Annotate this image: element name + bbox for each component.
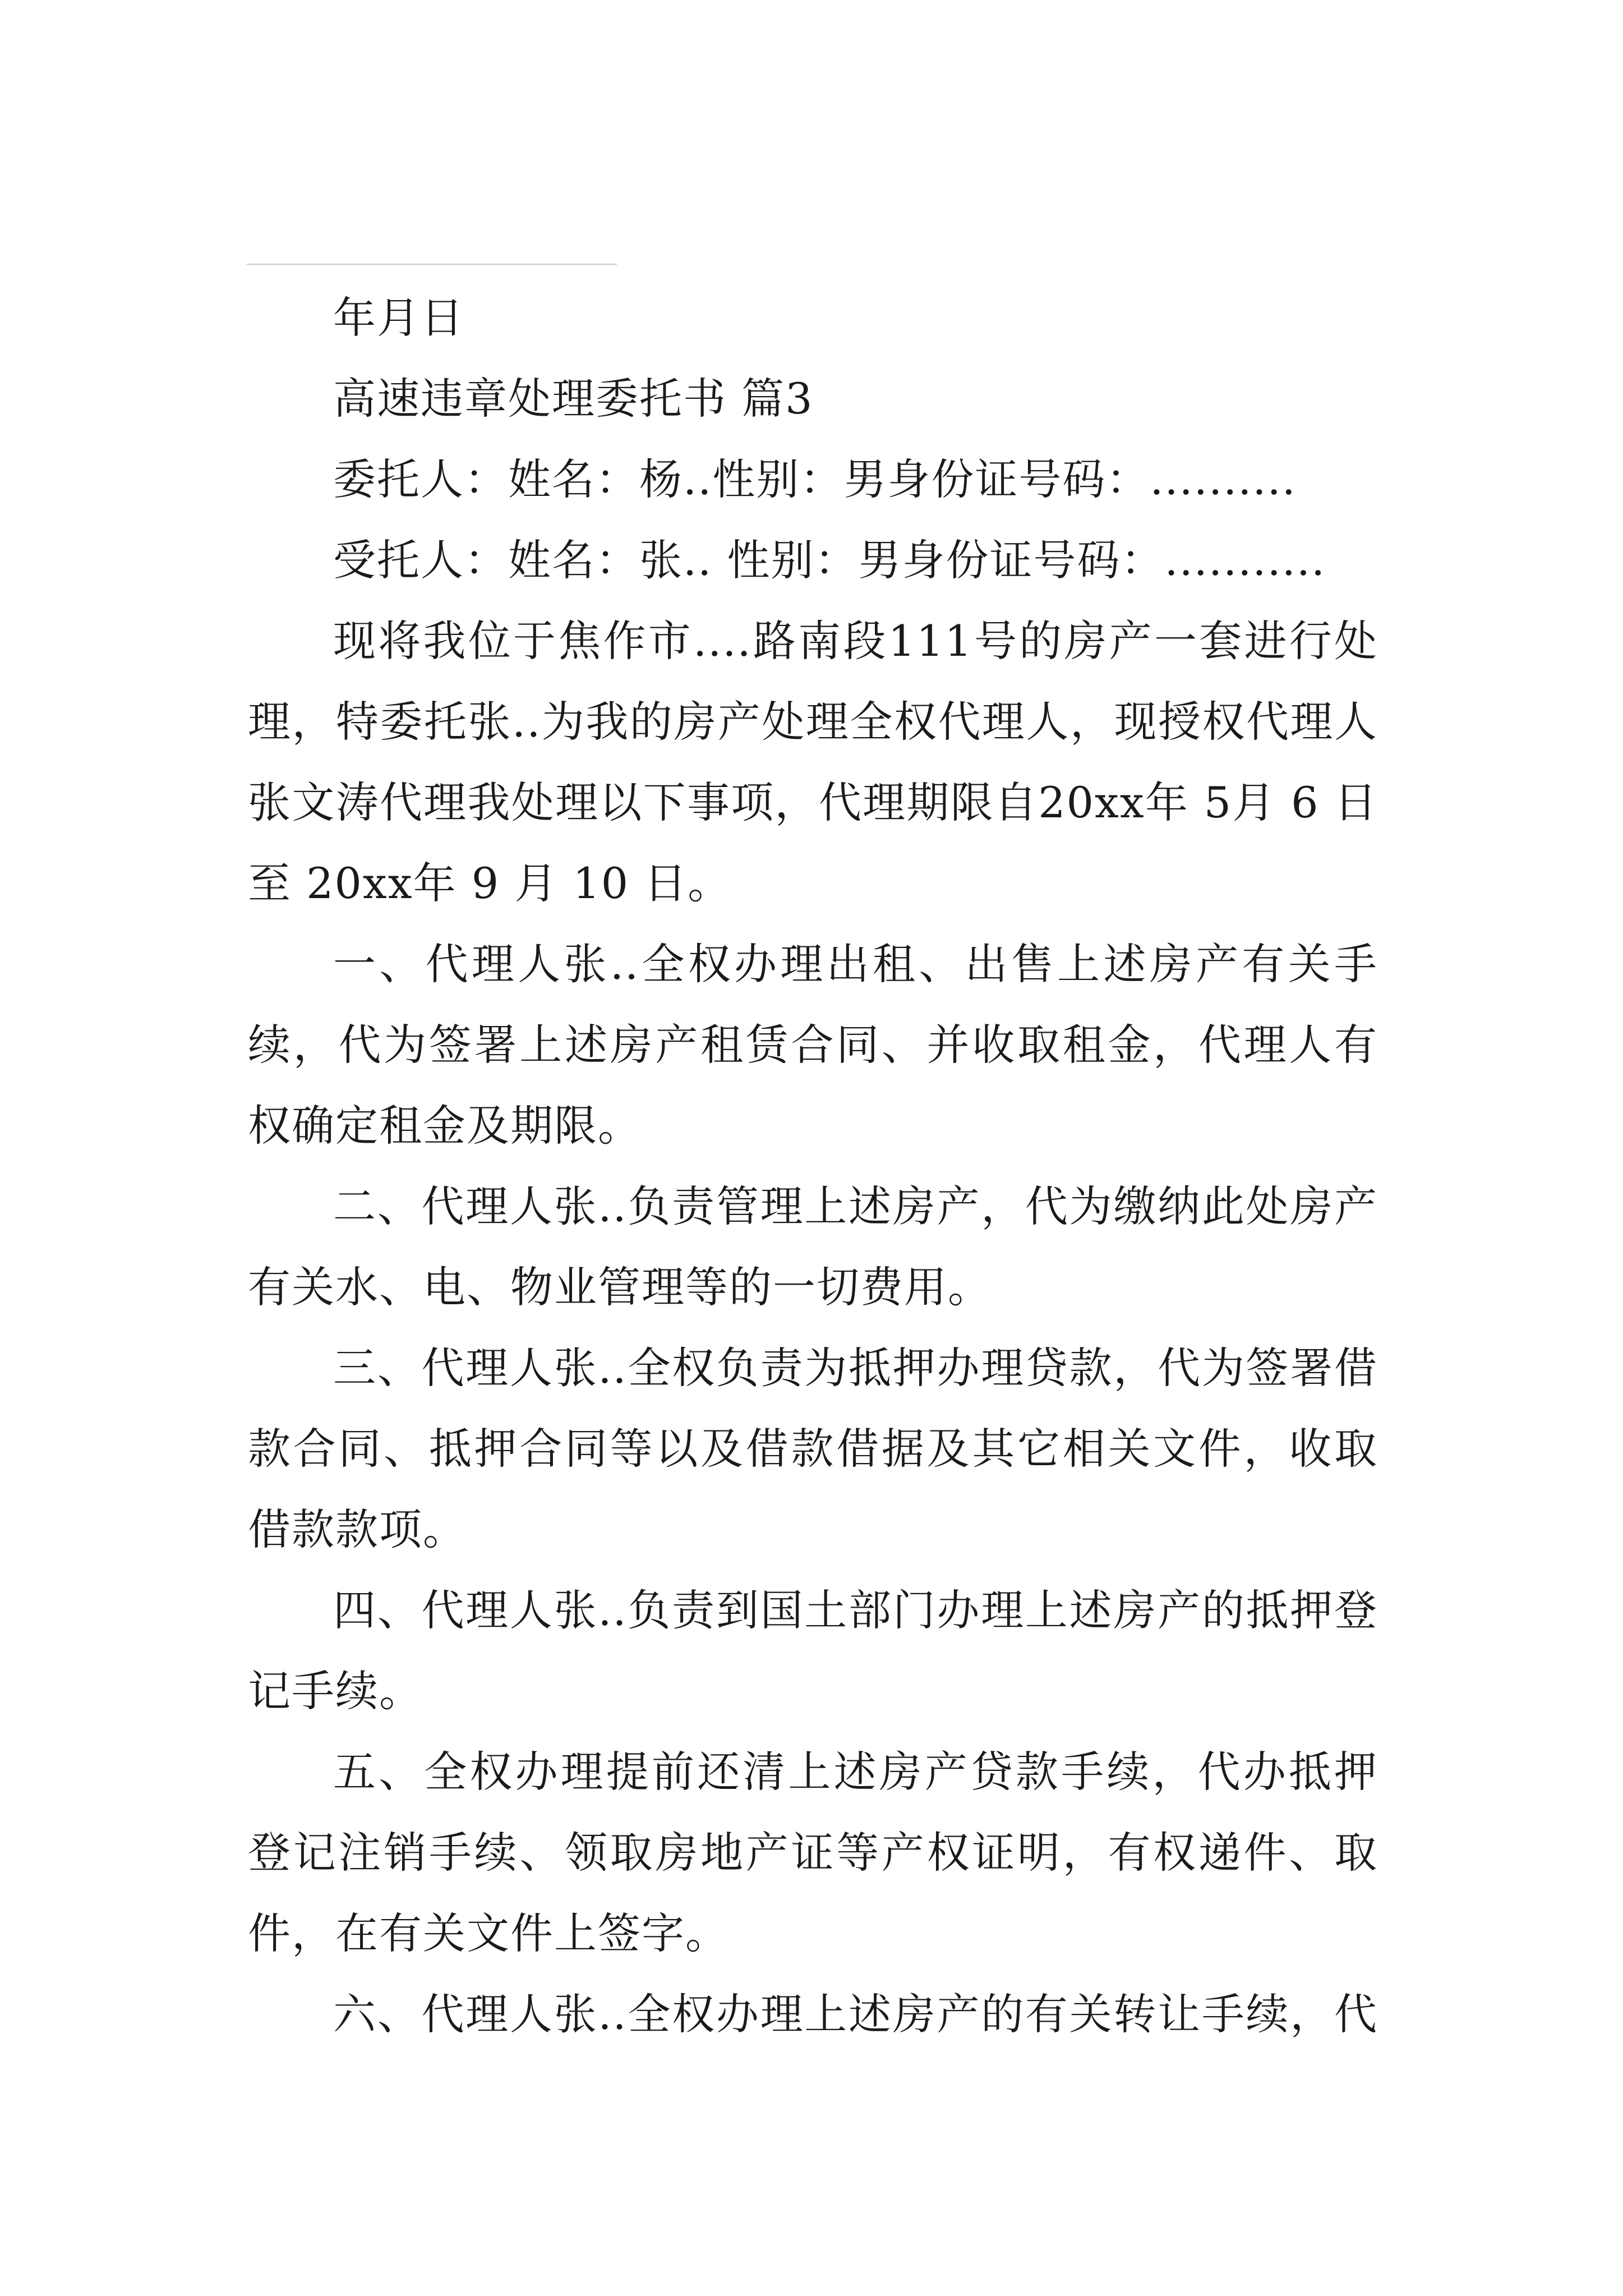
- principal-info: 委托人：姓名：杨..性别：男身份证号码：..........: [333, 454, 1297, 504]
- clause-2: 二、代理人张..负责管理上述房产，代为缴纳此处房产有关水、电、物业管理等的一切费用。: [248, 1181, 1378, 1312]
- clause-3: 三、代理人张..全权负责为抵押办理贷款，代为签署借款合同、抵押合同等以及借款借据及其它相关文件，收取借款款项。: [248, 1343, 1378, 1554]
- clause-1: 一、代理人张..全权办理出租、出售上述房产有关手续，代为签署上述房产租赁合同、并收取租金，代理人有权确定租金及期限。: [248, 939, 1378, 1151]
- clause-5: 五、全权办理提前还清上述房产贷款手续，代办抵押登记注销手续、领取房地产证等产权证明，有权递件、取件，在有关文件上签字。: [248, 1747, 1378, 1958]
- intro-paragraph: 现将我位于焦作市....路南段111号的房产一套进行处理，特委托张..为我的房产处理全权代理人，现授权代理人张文涛代理我处理以下事项，代理期限自20xx年 5月 6 日至 20xx年 9 月 10 日。: [248, 616, 1378, 908]
- clause-6: 六、代理人张..全权办理上述房产的有关转让手续，代: [333, 1989, 1378, 2039]
- agent-info: 受托人：姓名：张.. 性别：男身份证号码：...........: [333, 535, 1326, 585]
- header-divider: [247, 264, 617, 265]
- clause-4: 四、代理人张..负责到国土部门办理上述房产的抵押登记手续。: [248, 1585, 1378, 1716]
- date-line: 年月日: [333, 293, 464, 343]
- document-body: [248, 278, 1378, 2055]
- document-title: 高速违章处理委托书 篇3: [333, 374, 814, 424]
